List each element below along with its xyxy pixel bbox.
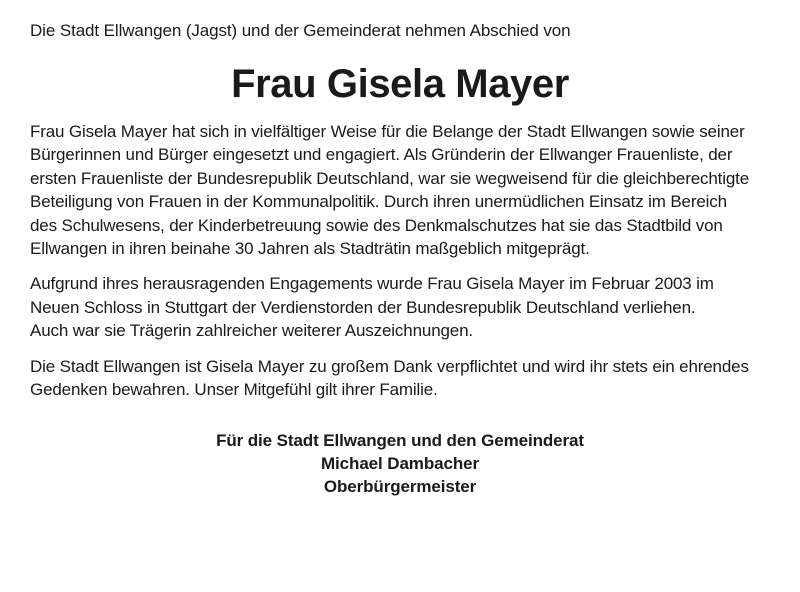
deceased-name-heading: Frau Gisela Mayer: [231, 62, 569, 106]
paragraph-line: Gedenken bewahren. Unser Mitgefühl gilt ihrer Familie.: [30, 380, 438, 400]
paragraph-line: Frau Gisela Mayer hat sich in vielfältiger Weise für die Belange der Stadt Ellwangen sowie seiner: [30, 122, 745, 141]
signature-title: Oberbürgermeister: [323, 477, 477, 497]
paragraph-honors: [30, 272, 770, 342]
paragraph-line: Bürgerinnen und Bürger eingesetzt und engagiert. Als Gründerin der Ellwanger Frauenliste, der: [30, 145, 733, 165]
paragraph-line: Aufgrund ihres herausragenden Engagements wurde Frau Gisela Mayer im Februar 2003 im: [30, 274, 714, 294]
paragraph-tribute: [30, 120, 770, 260]
signature-organization: Für die Stadt Ellwangen und den Gemeinderat: [216, 431, 584, 451]
signature-block: [30, 429, 770, 498]
paragraph-line: Ellwangen in ihren beinahe 30 Jahren als Stadträtin maßgeblich mitgeprägt.: [30, 239, 590, 259]
paragraph-line: Auch war sie Trägerin zahlreicher weiterer Auszeichnungen.: [30, 321, 473, 341]
paragraph-gratitude: [30, 355, 770, 402]
signature-name: Michael Dambacher: [321, 454, 479, 474]
paragraph-line: Neuen Schloss in Stuttgart der Verdienstorden der Bundesrepublik Deutschland verliehen.: [30, 297, 696, 317]
paragraph-line: Die Stadt Ellwangen ist Gisela Mayer zu großem Dank verpflichtet und wird ihr stets ein ehrendes: [30, 356, 749, 376]
paragraph-line: Beteiligung von Frauen in der Kommunalpolitik. Durch ihren unermüdlichen Einsatz im Bereich: [30, 192, 727, 212]
intro-text: Die Stadt Ellwangen (Jagst) und der Gemeinderat nehmen Abschied von: [30, 21, 571, 40]
paragraph-line: des Schulwesens, der Kinderbetreuung sowie des Denkmalschutzes hat sie das Stadtbild von: [30, 215, 723, 235]
paragraph-line: ersten Frauenliste der Bundesrepublik Deutschland, war sie wegweisend für die gleichberechtigte: [30, 168, 750, 188]
